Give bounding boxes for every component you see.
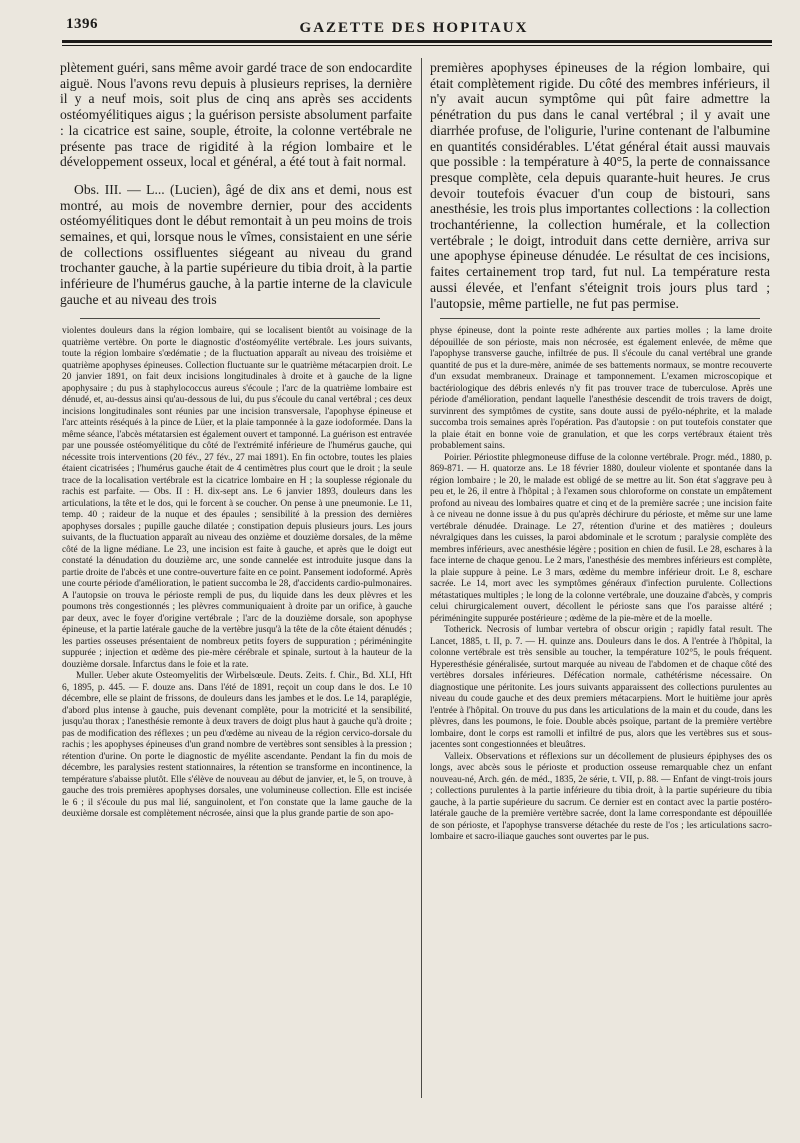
page-number: 1396: [66, 16, 98, 32]
footnote-valleix: Valleix. Observations et réflexions sur un décollement de plusieurs épiphyses des os longs, avec abcès sous le périoste et production osseuse remarquable chez un enfant nouveau-né, Arch. gén. de méd., 1835, 2e série, t. VII, p. 88. — Enfant de vingt-trois jours ; collections purulentes à la partie inférieure du tibia droit, à la partie supérieure du tibia gauche, à la partie supérieure du sacrum. Ce dernier est en contact avec la partie postéro-latérale gauche de la première vertèbre sacrée, dont la lame correspondante est dépouillée de son périoste, et l'apophyse transverse détachée du reste de l'os ; les articulations sacro-lombaire et sacro-iliaque gauches sont ouvertes par le pus.: [430, 751, 772, 842]
paragraph: plètement guéri, sans même avoir gardé trace de son endocardite aiguë. Nous l'avons revu depuis à plusieurs reprises, la dernière il y a neuf mois, soit plus de cinq ans après ses accidents ostéomyélitiques aigus ; la guérison persiste absolument parfaite : la cicatrice est saine, souple, étroite, la colonne vertébrale ne présente pas trace de rigidité à la région lombaire et le développement osseux, local et général, a été tout à fait normal.: [60, 60, 412, 170]
right-column-footnotes: [430, 326, 772, 1096]
footnote-separator-right: [440, 318, 760, 319]
footnote-muller: Muller. Ueber akute Osteomyelitis der Wirbelsœule. Deuts. Zeits. f. Chir., Bd. XLI, Hft 6, 1895, p. 445. — F. douze ans. Dans l'été de 1891, reçoit un coup dans le dos. Le 10 décembre, elle se plaint de frissons, de douleurs dans les jambes et le dos. Le 14, paraplégie, d'abord plus intense à gauche, puis devenant complète, pour la motricité et la sensibilité, jusqu'au thorax ; l'anesthésie remonte à deux travers de doigt plus haut à gauche qu'à droite ; pas de modification des réflexes ; un peu d'œdème au niveau de la région cervico-dorsale du rachis ; les apophyses épineuses d'un grand nombre de vertèbres sont sensibles à la pression ; rétention d'urine. On porte le diagnostic de myélite ascendante. Pendant la fin du mois de décembre, les paralysies restent stationnaires, la rétention se transforme en incontinence, la température s'abaisse plutôt. Elle s'élève de nouveau au début de janvier, et, le 5, on trouve, à gauche des trois premières apophyses dorsales, une volumineuse collection. Elle est incisée le 6 ; il s'écoule du pus mal lié, sanguinolent, et l'on constate que la lame gauche de la deuxième dorsale est complètement nécrosée, ainsi que la plus grande partie de son apo-: [62, 671, 412, 819]
footnote-separator-left: [80, 318, 380, 319]
left-column-main-text: [60, 60, 412, 312]
footnote-poirier: Poirier. Périostite phlegmoneuse diffuse de la colonne vertébrale. Progr. méd., 1880, p. 869-871. — H. quatorze ans. Le 18 février 1880, douleur violente et spontanée dans la région lombaire ; le 20, le malade est obligé de se mettre au lit. Son état s'aggrave peu à peu et, le 26, il entre à l'hôpital ; à l'examen sous chloroforme on constate un empâtement profond au niveau des lombaires quatre et cinq et de la première sacrée ; une incision faite à ce niveau ne donne issue à du pus qu'après déchirure du périoste, et même sur une lame vertébrale dénudée. Drainage. Le 27, rétention d'urine et des matières ; douleurs névralgiques dans les cuisses, la paroi abdominale et le scrotum ; paralysie complète des membres inférieurs, avec anesthésie légère ; position en chien de fusil. Le 28, eschares à la face interne de chaque genou. Le 2 mars, l'anesthésie des membres inférieurs est complète, la plaie suppure à peine. Le 3 mars, œdème du membre inférieur droit. Le 8, eschare sacrée. Le 14, mort avec les symptômes généraux d'infection purulente. Collections métastatiques multiples ; le long de la colonne vertébrale, une douzaine d'abcès, y compris celui chirurgicalement ouvert, décollent le périoste sans que l'os paraisse altéré ; périméningite suppurée postérieure ; œdème de la pie-mère et de la moelle.: [430, 452, 772, 624]
paragraph-obs-iii: Obs. III. — L... (Lucien), âgé de dix ans et demi, nous est montré, au mois de novembre dernier, pour des accidents ostéomyélitiques dont le début remontait à un peu moins de trois semaines, et qui, lorsque nous le vîmes, consistaient en une série de collections ossifluentes siégeant au niveau du grand trochanter gauche, à la partie supérieure du tibia droit, à la partie inférieure de l'humérus gauche, à la partie interne de la clavicule gauche et au niveau des trois: [60, 181, 412, 307]
footnote-paragraph: violentes douleurs dans la région lombaire, qui se localisent bientôt au voisinage de la quatrième vertèbre. On porte le diagnostic d'ostéomyélite vertébrale. Les jours suivants, toute la région lombaire s'œdématie ; de la fluctuation apparaît au niveau des troisième et quatrième apophyses épineuses. Collection fluctuante sur le quatrième métacarpien droit. Le 20 janvier 1891, on fait deux incisions longitudinales à droite et à gauche de la ligne apophysaire ; du pus à staphylococcus aureus s'écoule ; l'arc de la quatrième lombaire est dénudé, et, au-dessus ainsi qu'au-dessous de lui, du pus s'écoule du canal vertébral ; ces deux incisions longitudinales sont réunies par une incision transversale, l'apophyse épineuse et l'arc atteints réséqués à la pince de Lüer, et la plaie tamponnée à la gaze iodoformée. Dans la même séance, l'abcès métatarsien est également ouvert et tamponné. La guérison est entravée par une poussée ostéomyélitique du côté de l'extrémité inférieure de l'humérus gauche, qui nécessite trois interventions (20 fév., 27 fév., 27 mai 1891). En fin octobre, toutes les plaies étaient cicatrisées ; l'humérus gauche était de 4 centimètres plus court que le droit ; la seule trace de la localisation vertébrale est la cicatrice lombaire en H ; la souplesse régionale du rachis est parfaite. — Obs. II : H. dix-sept ans. Le 6 janvier 1893, douleurs dans les articulations, la tête et le dos, qui le forcent à se coucher. On pense à une pneumonie. Le 11, temp. 40 ; raideur de la nuque et des épaules ; sensibilité à la pression des dernières apophyses dorsales ; pupille gauche dilatée ; constipation depuis plusieurs jours. Les jours suivants, de la fluctuation apparaît au niveau des onzième et douzième dorsales, de la même côté de la ligne médiane. Le 23, une incision est faite à gauche, et après que le doigt eut constaté la dénudation du douzième arc, une sonde cannelée est introduite jusque dans la partie droite de l'abcès et une contre-ouverture faite en ce point. Pansement iodoformé. Après une courte période d'amélioration, le patient succomba le 28, d'accidents cardio-pulmonaires. A l'autopsie on trouva le périoste rempli de pus, du liquide dans les deux plèvres et les poumons très congestionnés ; les plèvres communiquaient à droite par un orifice, à gauche par deux, avec le foyer d'origine vertébrale ; l'arc de la douzième dorsale, son apophyse épineuse, et la partie latérale gauche de la vertèbre jusqu'à la tête de la côte étaient dénudés ; les parties osseuses présentaient de nombreux petits foyers de suppuration ; périméningite suppurée ; injection et œdème des pie-mère cérébrale et spinale, surtout à la hauteur de la douzième dorsale. Infarctus dans le foie et la rate.: [62, 326, 412, 670]
right-column-main-text: [430, 60, 770, 312]
footnote-totherick: Totherick. Necrosis of lumbar vertebra of obscur origin ; rapidly fatal result. The Lancet, 1885, t. II, p. 7. — H. quinze ans. Douleurs dans le dos. A l'entrée à l'hôpital, la colonne vertébrale est très sensible au toucher, la température 102°5, le pouls fréquent. Hyperesthésie généralisée, surtout marquée au niveau de l'abdomen et de chaque côté des vertèbres dorsales inférieures. Défécation normale, cathétérisme nécessaire. On diagnostique une péritonite. Les jours suivants apparaissent des collections purulentes au niveau du coude gauche et des deux premiers métacarpiens. Mort le huitième jour après l'entrée à l'hôpital. On trouve du pus dans les articulations de la main et du coude, dans les plèvres, dans les poumons, le foie. Double abcès psoïque, partant de la première vertèbre lombaire, dont le corps est ramolli et infiltré de pus, alors que les vertèbres sus et sous-jacentes sont congestionnées et bleuâtres.: [430, 625, 772, 750]
footnote-paragraph: physe épineuse, dont la pointe reste adhérente aux parties molles ; la lame droite dépouillée de son périoste, mais non nécrosée, est également enlevée, de même que l'apophyse transverse gauche, infiltrée de pus. Il s'écoule du canal vertébral une grande quantité de pus et la dure-mère, animée de ses battements normaux, se montre recouverte d'un exsudat membraneux. Drainage et tamponnement. L'examen microscopique et bactériologique des débris enlevés n'y fit pas trouver trace de tuberculose. Après une période d'amélioration, pendant laquelle l'anesthésie descendit de trois travers de doigt, survinrent des symptômes de cystite, sans doute aussi de pyélo-néphrite, et la malade succomba trois semaines après l'opération. Pas d'autopsie : on put toutefois constater que la plaie était en bonne voie de granulation, et que les corps vertébraux étaient très probablement sains.: [430, 326, 772, 451]
header-rule-thick: [62, 40, 772, 43]
paragraph: premières apophyses épineuses de la région lombaire, qui était complètement rigide. Du côté des membres inférieurs, il n'y avait aucun symptôme qui pût faire admettre la pénétration du pus dans le canal vertébral ; il y avait une diarrhée profuse, de l'oligurie, l'urine contenant de l'albumine en quantités considérables. L'état général était aussi mauvais que possible : la température à 40°5, la perte de connaissance presque complète, cela depuis quarante-huit heures. Je crus devoir toutefois évacuer d'un coup de bistouri, sans anesthésie, les trois plus importantes collections : la collection trochantérienne, la collection humérale, et la collection vertébrale ; le doigt, introduit dans cette dernière, arriva sur une apophyse épineuse dénudée. Le résultat de ces incisions, faites certainement trop tard, fut nul. La température resta aussi élevée, et l'enfant s'éteignit trois jours plus tard ; l'autopsie, même partielle, ne fut pas permise.: [430, 60, 770, 311]
journal-title: GAZETTE DES HOPITAUX: [299, 20, 529, 36]
left-column-footnotes: [62, 326, 412, 1096]
header-rule-thin: [62, 45, 772, 46]
column-divider: [421, 58, 422, 1098]
